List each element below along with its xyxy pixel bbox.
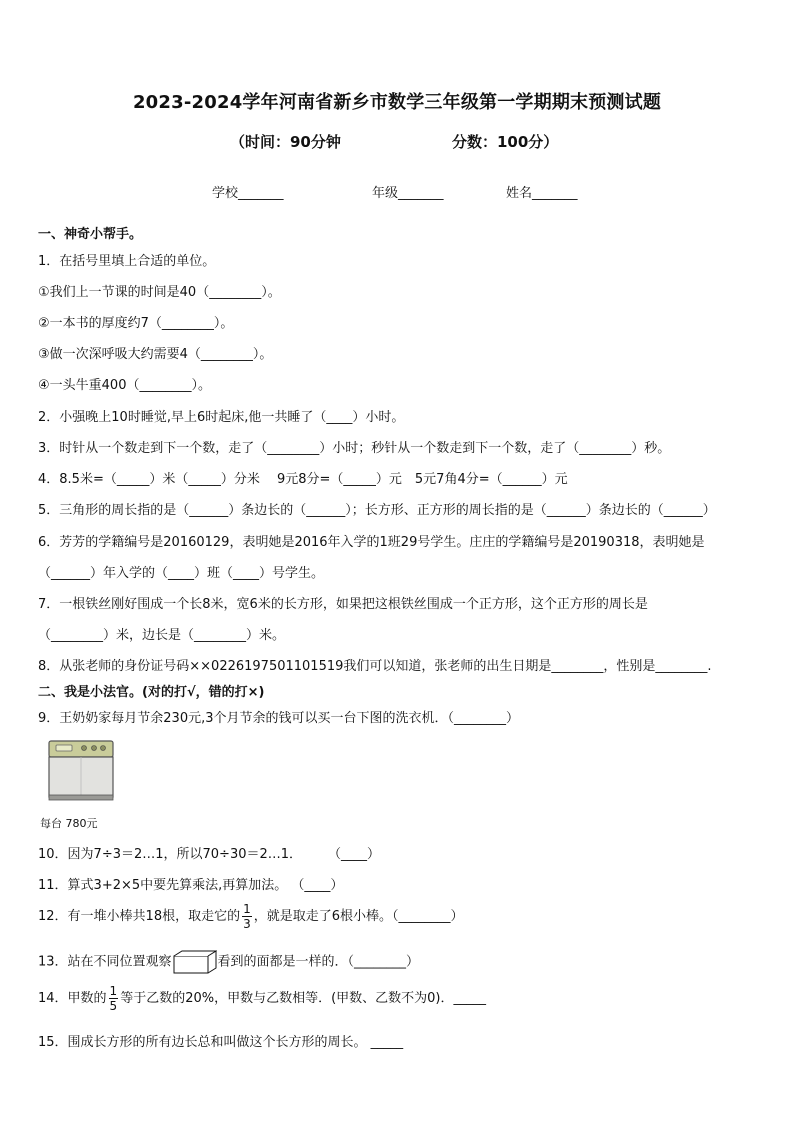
fraction-one-fifth	[109, 985, 119, 1012]
washing-machine-image	[46, 737, 116, 803]
question-12	[38, 903, 464, 930]
question-1: 1．在括号里填上合适的单位。	[38, 254, 216, 269]
question-13-text-post: 看到的面都是一样的．（________）	[217, 954, 420, 970]
question-8: 8．从张老师的身份证号码××0226197501101519我们可以知道，张老师的出生日期是________，性别是________.	[38, 659, 712, 674]
fraction-numerator: 1	[109, 984, 118, 998]
question-14-text-pre: 14．甲数的	[38, 991, 107, 1006]
question-3: 3．时针从一个数走到下一个数，走了（________）小时；秒针从一个数走到下一个数，走了（________）秒。	[38, 441, 671, 456]
question-13-text-pre: 13．站在不同位置观察	[38, 954, 172, 970]
question-15: 15．围成长方形的所有边长总和叫做这个长方形的周长。 _____	[38, 1035, 404, 1050]
question-1b: ②一本书的厚度约7（________）。	[38, 316, 234, 331]
question-1d: ④一头牛重400（________）。	[38, 378, 211, 393]
question-7-line1: 7．一根铁丝刚好围成一个长8米，宽6米的长方形，如果把这根铁丝围成一个正方形，这个正方形的周长是	[38, 597, 648, 612]
question-7-line2: （________）米，边长是（________）米。	[38, 628, 286, 643]
fraction-denominator: 5	[109, 999, 118, 1013]
question-4: 4．8.5米=（_____）米（_____）分米 9元8分=（_____）元 5元7角4分=（______）元	[38, 472, 568, 487]
question-11: 11．算式3+2×5中要先算乘法,再算加法。 （____）	[38, 878, 344, 893]
section-heading-2: 二、我是小法官。(对的打√，错的打×)	[38, 685, 265, 700]
question-6-line1: 6．芳芳的学籍编号是20160129，表明她是2016年入学的1班29号学生。庄庄的学籍编号是20190318，表明她是	[38, 535, 705, 550]
section-heading-1: 一、神奇小帮手。	[38, 227, 143, 242]
washing-machine-caption: 每台 780元	[40, 817, 98, 830]
question-2: 2．小强晚上10时睡觉,早上6时起床,他一共睡了（____）小时。	[38, 410, 405, 425]
question-1c: ③做一次深呼吸大约需要4（________）。	[38, 347, 273, 362]
exam-score: 分数：100分）	[452, 133, 559, 151]
question-14-text-post: 等于乙数的20%，甲数与乙数相等．(甲数、乙数不为0)．_____	[120, 991, 486, 1006]
question-10: 10．因为7÷3＝2…1，所以70÷30＝2…1． （____）	[38, 847, 381, 862]
fraction-one-third	[242, 903, 252, 930]
name-field[interactable]: 姓名_______	[506, 186, 578, 201]
question-6-line2: （______）年入学的（____）班（____）号学生。	[38, 566, 325, 581]
fraction-numerator: 1	[243, 902, 251, 916]
fraction-denominator: 3	[243, 917, 251, 931]
exam-time: （时间：90分钟	[230, 133, 341, 151]
question-1a: ①我们上一节课的时间是40（________）。	[38, 285, 281, 300]
question-14	[38, 985, 486, 1012]
school-field[interactable]: 学校_______	[212, 186, 284, 201]
question-12-text-post: ，就是取走了6根小棒。（________）	[253, 909, 464, 924]
question-13	[38, 950, 419, 974]
page-title: 2023-2024学年河南省新乡市数学三年级第一学期期末预测试题	[132, 92, 662, 113]
grade-field[interactable]: 年级_______	[372, 186, 444, 201]
question-9: 9．王奶奶家每月节余230元,3个月节余的钱可以买一台下图的洗衣机．（________）	[38, 711, 519, 726]
cuboid-icon	[173, 950, 217, 974]
question-5: 5．三角形的周长指的是（______）条边长的（______）；长方形、正方形的周长指的是（______）条边长的（______）	[38, 503, 716, 518]
question-12-text-pre: 12．有一堆小棒共18根，取走它的	[38, 909, 241, 924]
